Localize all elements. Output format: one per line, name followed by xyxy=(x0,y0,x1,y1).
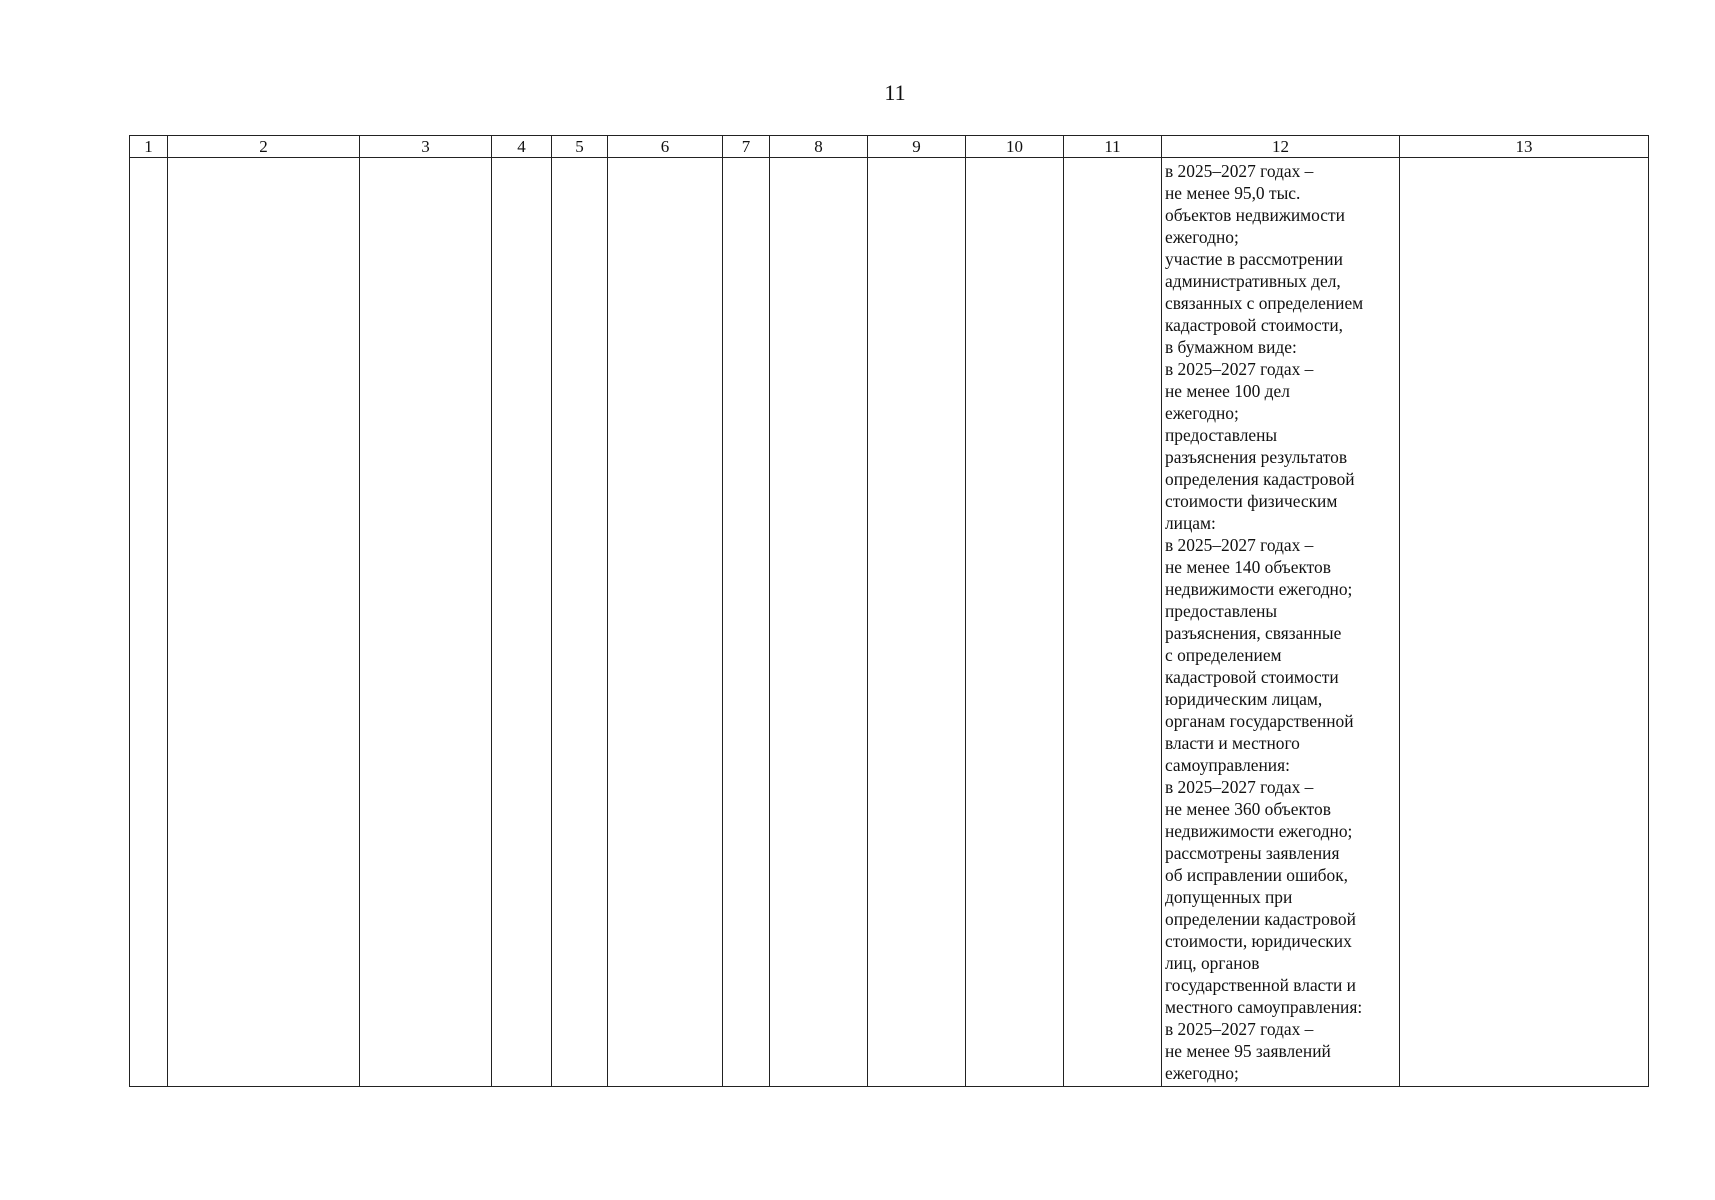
table-cell-col3 xyxy=(360,158,492,1087)
table-cell-col4 xyxy=(492,158,552,1087)
table-cell-col8 xyxy=(770,158,868,1087)
column-header-3: 3 xyxy=(360,136,492,158)
column-header-12: 12 xyxy=(1162,136,1400,158)
cell-text-col9 xyxy=(868,158,965,160)
column-header-1: 1 xyxy=(130,136,168,158)
column-header-13: 13 xyxy=(1400,136,1649,158)
cell-text-col8 xyxy=(770,158,867,160)
table-cell-col7 xyxy=(723,158,770,1087)
program-table xyxy=(129,135,1649,1087)
table-header-row xyxy=(130,136,1649,158)
cell-text-col5 xyxy=(552,158,607,160)
column-header-5: 5 xyxy=(552,136,608,158)
table-cell-col13 xyxy=(1400,158,1649,1087)
page-number: 11 xyxy=(884,80,906,105)
table-cell-col2 xyxy=(168,158,360,1087)
column-header-4: 4 xyxy=(492,136,552,158)
table-cell-col10 xyxy=(966,158,1064,1087)
cell-text-col13 xyxy=(1400,158,1648,160)
table-cell-col6 xyxy=(608,158,723,1087)
column-header-2: 2 xyxy=(168,136,360,158)
cell-text-col3 xyxy=(360,158,491,160)
column-header-8: 8 xyxy=(770,136,868,158)
cell-text-col12: в 2025–2027 годах – не менее 95,0 тыс. объектов недвижимости ежегодно; участие в рассмотрении административных дел, связанных с определением кадастровой стоимости, в бумажном виде: в 2025–2027 годах – не менее 100 дел ежегодно; предоставлены разъяснения результатов определения кадастровой стоимости физическим лицам: в 2025–2027 годах – не менее 140 объектов недвижимости ежегодно; предоставлены разъяснения, связанные с определением кадастровой стоимости юридическим лицам, органам государственной власти и местного самоуправления: в 2025–2027 годах – не менее 360 объектов недвижимости ежегодно; рассмотрены заявления об исправлении ошибок, допущенных при определении кадастровой стоимости, юридических лиц, органов государственной власти и местного самоуправления: в 2025–2027 годах – не менее 95 заявлений ежегодно; xyxy=(1165,161,1364,1083)
column-header-7: 7 xyxy=(723,136,770,158)
table-cell-col5 xyxy=(552,158,608,1087)
table-cell-col9 xyxy=(868,158,966,1087)
table-cell-col12 xyxy=(1162,158,1400,1087)
column-header-6: 6 xyxy=(608,136,723,158)
cell-text-col4 xyxy=(492,158,551,160)
cell-text-col1 xyxy=(130,158,167,160)
cell-text-col10 xyxy=(966,158,1063,160)
cell-text-col2 xyxy=(168,158,359,160)
cell-text-col11 xyxy=(1064,158,1161,160)
table-cell-col11 xyxy=(1064,158,1162,1087)
cell-text-col6 xyxy=(608,158,722,160)
table-row xyxy=(130,158,1649,1087)
cell-text-col7 xyxy=(723,158,769,160)
column-header-11: 11 xyxy=(1064,136,1162,158)
column-header-10: 10 xyxy=(966,136,1064,158)
column-header-9: 9 xyxy=(868,136,966,158)
table-cell-col1 xyxy=(130,158,168,1087)
